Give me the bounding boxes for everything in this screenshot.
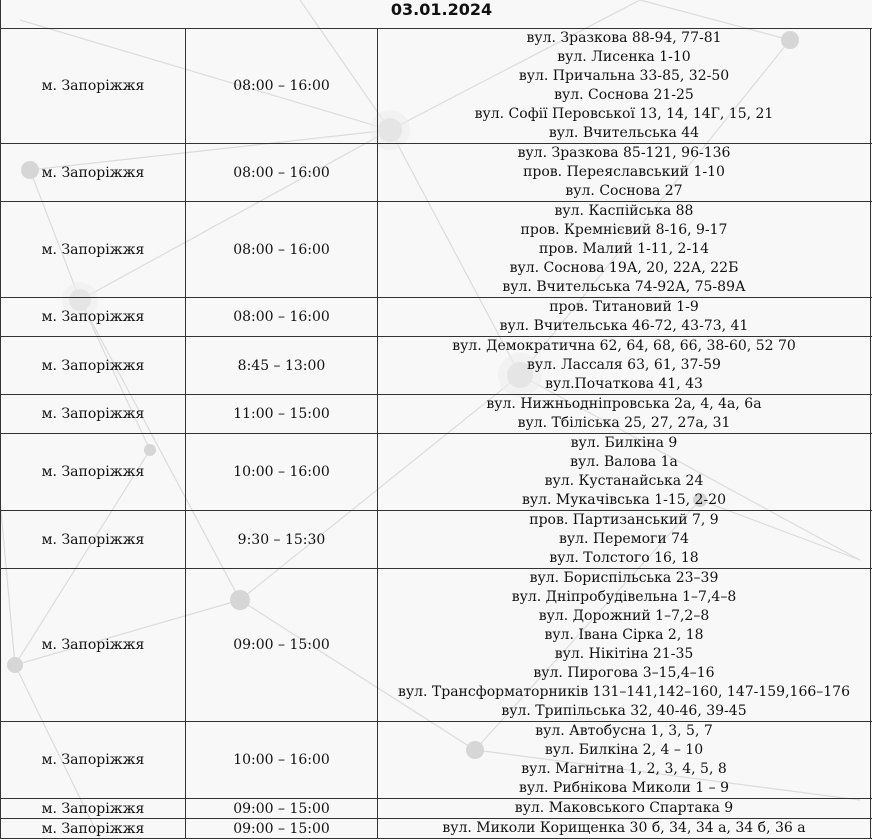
- addresses-cell: [378, 202, 871, 298]
- address-line: вул. Мукачівська 1-15, 2-20: [521, 492, 726, 508]
- address-line: вул. Маковського Спартака 9: [514, 800, 734, 816]
- time-cell: [186, 569, 378, 722]
- addresses-cell: [378, 337, 871, 395]
- address-line: вул. Лассаля 63, 61, 37-59: [527, 357, 721, 373]
- address-line: вул. Дніпробудівельна 1–7,4–8: [511, 589, 737, 605]
- address-line: вул. Нижньодніпровська 2а, 4, 4а, 6а: [486, 396, 762, 412]
- city-cell: [1, 395, 186, 434]
- address-line: вул. Билкіна 9: [570, 435, 678, 451]
- time-range: 9:30 – 15:30: [237, 531, 326, 548]
- city-name: м. Запоріжжя: [41, 531, 145, 548]
- address-line: вул. Соснова 21-25: [554, 87, 694, 103]
- schedule-row: [1, 799, 872, 819]
- city-name: м. Запоріжжя: [41, 637, 145, 653]
- time-cell: [186, 337, 378, 395]
- address-line: вул. Трансформаторників 131–141,142–160, 147-159,166–176: [398, 684, 850, 700]
- schedule-row: [1, 337, 872, 395]
- city-name: м. Запоріжжя: [41, 800, 145, 817]
- address-line: вул. Магнітна 1, 2, 3, 4, 5, 8: [521, 761, 727, 777]
- date-header-row: [1, 0, 872, 29]
- city-name: м. Запоріжжя: [41, 464, 145, 480]
- address-line: вул. Вчительська 74-92А, 75-89А: [502, 279, 746, 295]
- addresses-cell: [378, 722, 871, 799]
- addresses-cell: [378, 395, 871, 434]
- schedule-row: [1, 144, 872, 202]
- addresses-cell: [378, 511, 871, 569]
- time-range: 8:45 – 13:00: [237, 357, 326, 374]
- city-name: м. Запоріжжя: [41, 241, 145, 258]
- address-line: вул. Трипільська 32, 40-46, 39-45: [501, 703, 747, 719]
- address-line: вул. Вчительська 44: [548, 125, 700, 141]
- schedule-body: [1, 0, 872, 839]
- city-cell: [1, 569, 186, 722]
- address-line: вул. Причальна 33-85, 32-50: [518, 68, 730, 84]
- address-line: вул. Соснова 27: [565, 183, 683, 199]
- date-header: 03.01.2024: [1, 0, 872, 29]
- address-line: вул. Пирогова 3–15,4–16: [533, 665, 715, 681]
- time-range: 08:00 – 16:00: [233, 78, 330, 94]
- time-cell: [186, 722, 378, 799]
- city-cell: [1, 434, 186, 511]
- time-range: 08:00 – 16:00: [233, 241, 330, 258]
- schedule-row: [1, 29, 872, 144]
- address-line: вул. Толстого 16, 18: [549, 550, 699, 566]
- address-line: вул. Демократична 62, 64, 68, 66, 38-60, 52 70: [452, 338, 796, 354]
- address-line: вул. Рибнікова Миколи 1 – 9: [519, 780, 729, 796]
- schedule-row: [1, 395, 872, 434]
- time-cell: [186, 144, 378, 202]
- time-range: 11:00 – 15:00: [233, 406, 330, 422]
- address-line: вул. Билкіна 2, 4 – 10: [544, 742, 704, 758]
- schedule-row: [1, 722, 872, 799]
- address-line: вул. Дорожний 1–7,2–8: [538, 608, 710, 624]
- city-cell: [1, 298, 186, 337]
- time-range: 09:00 – 15:00: [233, 637, 330, 653]
- address-line: пров. Малий 1-11, 2-14: [539, 241, 709, 257]
- city-cell: [1, 144, 186, 202]
- city-cell: [1, 722, 186, 799]
- address-line: вул. Зразкова 85-121, 96-136: [517, 145, 731, 161]
- address-line: пров. Кремнієвий 8-16, 9-17: [520, 222, 728, 238]
- city-name: м. Запоріжжя: [41, 752, 145, 768]
- schedule-row: [1, 511, 872, 569]
- city-cell: [1, 202, 186, 298]
- address-line: вул.Початкова 41, 43: [545, 376, 703, 392]
- time-cell: [186, 511, 378, 569]
- time-cell: [186, 434, 378, 511]
- address-line: вул. Івана Сірка 2, 18: [544, 627, 704, 643]
- city-name: м. Запоріжжя: [41, 820, 145, 837]
- city-name: м. Запоріжжя: [41, 309, 145, 325]
- address-line: вул. Тбіліська 25, 27, 27а, 31: [517, 415, 731, 431]
- address-line: вул. Соснова 19А, 20, 22А, 22Б: [509, 260, 739, 276]
- addresses-cell: [378, 799, 871, 819]
- address-line: пров. Партизанський 7, 9: [529, 512, 719, 528]
- city-cell: [1, 29, 186, 144]
- address-line: пров. Титановий 1-9: [549, 299, 699, 315]
- address-line: вул. Перемоги 74: [559, 531, 689, 547]
- addresses-cell: [378, 144, 871, 202]
- time-cell: [186, 395, 378, 434]
- time-cell: [186, 819, 378, 839]
- city-name: м. Запоріжжя: [41, 406, 145, 422]
- schedule-row: [1, 202, 872, 298]
- schedule-row: [1, 819, 872, 839]
- address-line: вул. Зразкова 88-94, 77-81: [526, 30, 722, 46]
- schedule-row: [1, 298, 872, 337]
- address-line: вул. Лисенка 1-10: [557, 49, 691, 65]
- time-range: 08:00 – 16:00: [233, 164, 330, 181]
- time-cell: [186, 202, 378, 298]
- address-line: вул. Автобусна 1, 3, 5, 7: [535, 723, 713, 739]
- time-cell: [186, 29, 378, 144]
- address-line: вул. Кустанайська 24: [544, 473, 704, 489]
- time-range: 10:00 – 16:00: [233, 752, 330, 768]
- city-cell: [1, 819, 186, 839]
- addresses-cell: [378, 569, 871, 722]
- address-line: вул. Валова 1а: [570, 454, 678, 470]
- address-line: вул. Каспійська 88: [554, 203, 694, 219]
- addresses-cell: [378, 29, 871, 144]
- time-range: 09:00 – 15:00: [233, 820, 330, 837]
- time-range: 10:00 – 16:00: [233, 464, 330, 480]
- address-line: вул. Вчительська 46-72, 43-73, 41: [499, 318, 749, 334]
- addresses-cell: [378, 298, 871, 337]
- address-line: вул. Софії Перовської 13, 14, 14Г, 15, 21: [474, 106, 774, 122]
- time-range: 09:00 – 15:00: [233, 800, 330, 817]
- city-cell: [1, 511, 186, 569]
- addresses-cell: [378, 819, 871, 839]
- city-name: м. Запоріжжя: [41, 164, 145, 181]
- address-line: пров. Переяславський 1-10: [523, 164, 725, 180]
- addresses-cell: [378, 434, 871, 511]
- city-cell: [1, 337, 186, 395]
- city-name: м. Запоріжжя: [41, 78, 145, 94]
- schedule-row: [1, 569, 872, 722]
- schedule-row: [1, 434, 872, 511]
- time-cell: [186, 298, 378, 337]
- address-line: вул. Нікітіна 21-35: [554, 646, 694, 662]
- time-cell: [186, 799, 378, 819]
- address-line: вул. Миколи Корищенка 30 б, 34, 34 а, 34 б, 36 а: [442, 820, 806, 836]
- city-name: м. Запоріжжя: [41, 357, 145, 374]
- time-range: 08:00 – 16:00: [233, 309, 330, 325]
- city-cell: [1, 799, 186, 819]
- address-line: вул. Бориспільська 23–39: [529, 570, 719, 586]
